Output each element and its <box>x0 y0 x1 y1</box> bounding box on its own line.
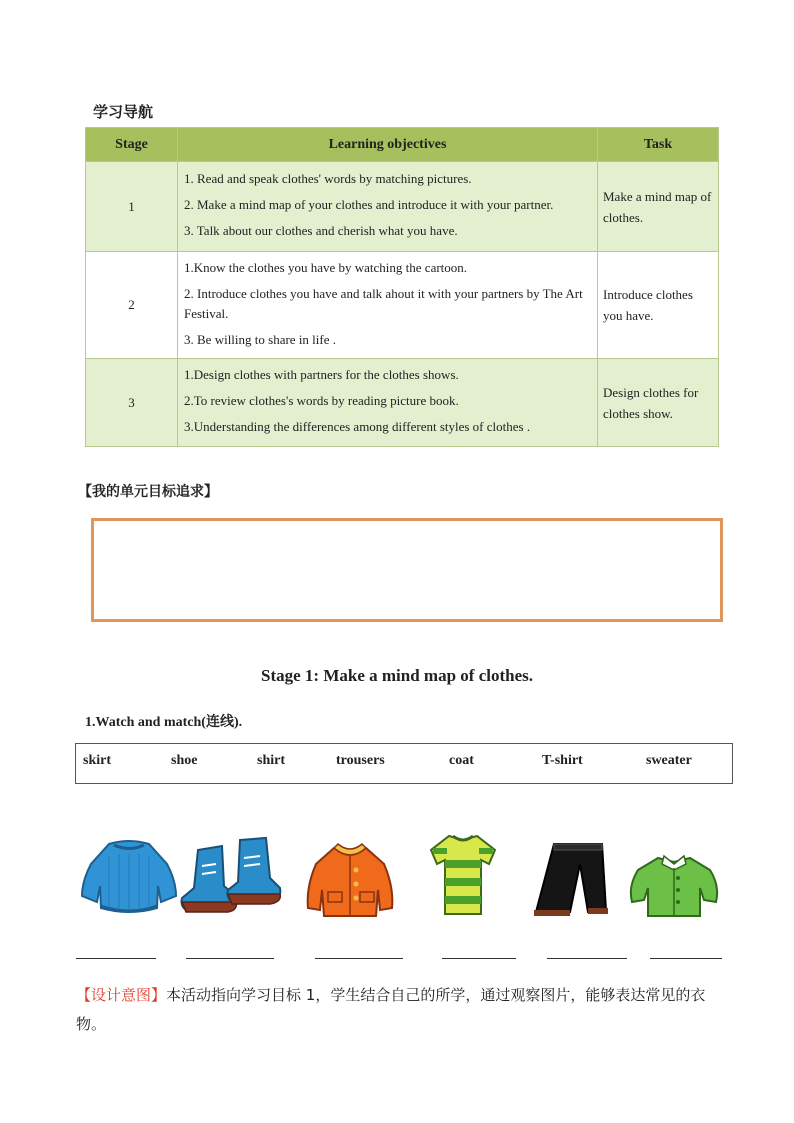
coat-picture <box>304 842 396 920</box>
goal-writing-box[interactable] <box>91 518 723 622</box>
learning-objectives-table <box>85 127 719 447</box>
objective-item: 3.Understanding the differences among different styles of clothes . <box>184 419 531 434</box>
goal-heading: 【我的单元目标追求】 <box>78 484 218 500</box>
objective-item: 3. Be willing to share in life . <box>184 331 337 347</box>
answer-blank[interactable] <box>76 958 156 959</box>
answer-blank[interactable] <box>186 958 274 959</box>
task-cell: Design clothes for clothes show. <box>598 359 719 447</box>
objectives-cell <box>178 359 598 447</box>
design-intent-note <box>76 981 726 1039</box>
word-trousers: trousers <box>336 753 385 768</box>
objective-item: 2. Make a mind map of your clothes and introduce it with your partner. <box>184 197 554 212</box>
answer-blank[interactable] <box>650 958 722 959</box>
task-cell: Make a mind map of clothes. <box>598 162 719 252</box>
exercise-title <box>85 711 242 731</box>
stage-number: 3 <box>86 359 178 447</box>
table-row <box>86 162 719 252</box>
table-row <box>86 252 719 359</box>
word-coat: coat <box>449 753 474 768</box>
word-shirt: shirt <box>257 753 285 768</box>
word-bank <box>75 743 733 784</box>
exercise-title-en: 1.Watch and match( <box>85 715 206 730</box>
header-objectives: Learning objectives <box>178 128 598 162</box>
sweater-picture <box>79 836 179 918</box>
header-stage: Stage <box>86 128 178 162</box>
objectives-cell <box>178 162 598 252</box>
objective-item: 3. Talk about our clothes and cherish what you have. <box>184 223 458 238</box>
shoes-picture <box>178 836 284 918</box>
t-shirt-picture <box>427 830 499 918</box>
stage1-title: Stage 1: Make a mind map of clothes. <box>261 666 533 685</box>
table-header-row <box>86 128 719 162</box>
trousers-picture <box>530 840 620 920</box>
design-intent-tag: 【设计意图】 <box>76 986 167 1004</box>
exercise-title-cn: 连线 <box>205 714 234 730</box>
shirt-picture <box>628 852 720 920</box>
task-cell: Introduce clothes you have. <box>598 252 719 359</box>
word-shoe: shoe <box>171 753 198 768</box>
exercise-title-end: ). <box>233 715 243 730</box>
objective-item: 2.To review clothes's words by reading picture book. <box>184 393 459 408</box>
objective-item: 2. Introduce clothes you have and talk ahout it with your partners by The Art Festival. <box>184 285 583 321</box>
objective-item: 1. Read and speak clothes' words by matching pictures. <box>184 171 472 186</box>
answer-blank[interactable] <box>315 958 403 959</box>
table-row <box>86 359 719 447</box>
word-skirt: skirt <box>83 753 111 768</box>
objective-item: 1.Know the clothes you have by watching the cartoon. <box>184 259 468 275</box>
objectives-cell <box>178 252 598 359</box>
word-t-shirt: T-shirt <box>542 753 583 768</box>
header-task: Task <box>598 128 719 162</box>
word-sweater: sweater <box>646 753 692 768</box>
stage-number: 2 <box>86 252 178 359</box>
section-title-study-guide: 学习导航 <box>93 103 154 121</box>
objective-item: 1.Design clothes with partners for the clothes shows. <box>184 367 459 382</box>
stage-number: 1 <box>86 162 178 252</box>
answer-blank[interactable] <box>442 958 516 959</box>
answer-blank[interactable] <box>547 958 627 959</box>
design-intent-text: 本活动指向学习目标 1，学生结合自己的所学，通过观察图片，能够表达常见的衣物。 <box>76 986 706 1033</box>
